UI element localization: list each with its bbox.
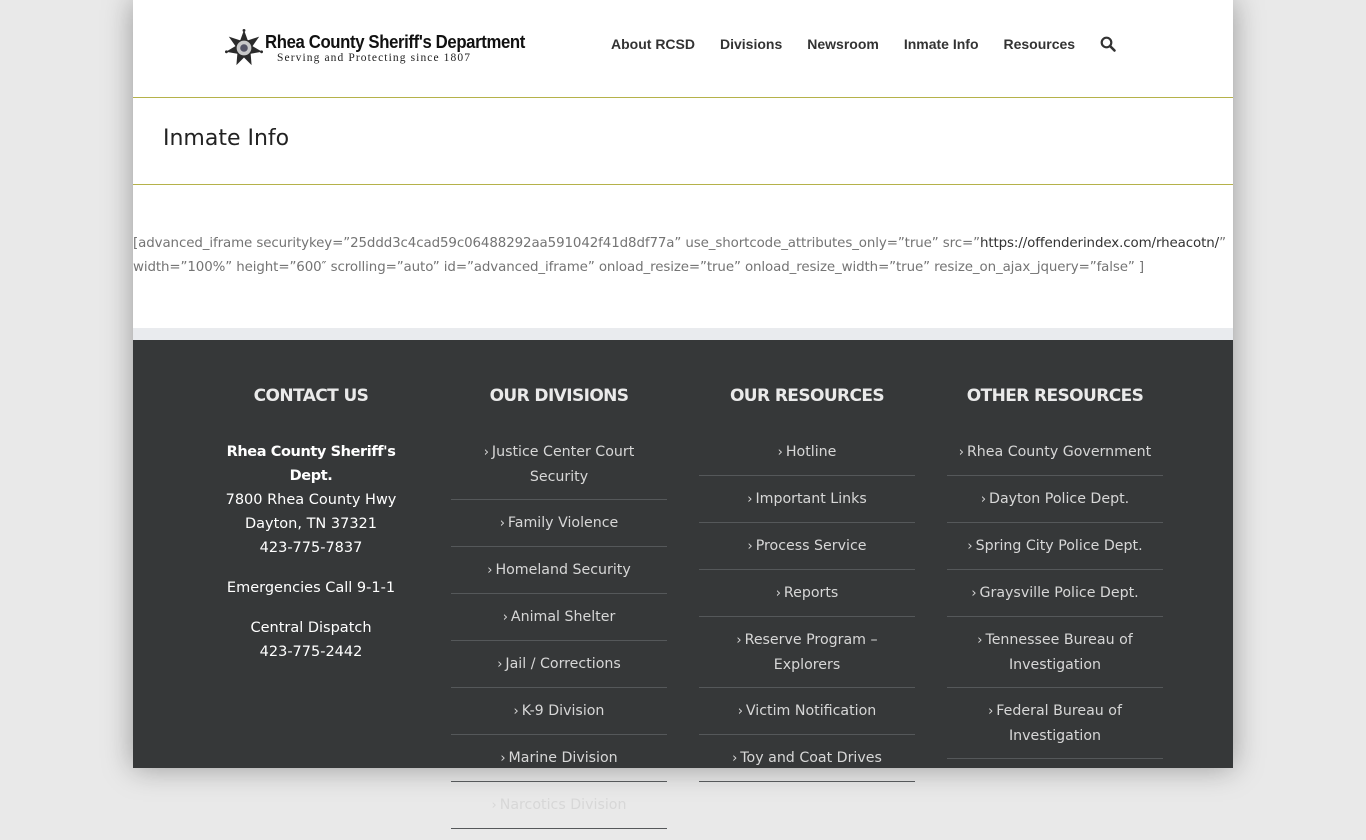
- chevron-right-icon: ›: [980, 492, 987, 507]
- footer-link-toy-and-coat-drives[interactable]: › Toy and Coat Drives: [699, 746, 915, 782]
- footer-link-justice-center-court-security[interactable]: › Justice Center Court Security: [451, 440, 667, 500]
- site-footer: [133, 340, 1233, 813]
- contact-address-line-2: Dayton, TN 37321: [244, 516, 378, 532]
- search-icon[interactable]: [1100, 36, 1116, 52]
- content-divider: [133, 328, 1233, 340]
- chevron-right-icon: ›: [497, 657, 503, 672]
- footer-link-dayton-police[interactable]: › Dayton Police Dept.: [947, 487, 1163, 523]
- chevron-right-icon: ›: [971, 586, 977, 601]
- contact-emergency: Emergencies Call 9-1-1: [226, 580, 396, 596]
- contact-dispatch-phone[interactable]: 423-775-2442: [259, 644, 363, 660]
- chevron-right-icon: ›: [977, 633, 983, 648]
- contact-dispatch-label: Central Dispatch: [250, 620, 372, 636]
- footer-link-process-service[interactable]: › Process Service: [699, 534, 915, 570]
- chevron-right-icon: ›: [491, 798, 497, 813]
- footer-link-important-links[interactable]: › Important Links: [699, 487, 915, 523]
- footer-link-animal-shelter[interactable]: › Animal Shelter: [451, 605, 667, 641]
- footer-link-homeland-security[interactable]: › Homeland Security: [451, 558, 667, 594]
- footer-divisions-heading: OUR DIVISIONS: [489, 386, 629, 406]
- nav-newsroom[interactable]: Newsroom: [807, 36, 879, 52]
- contact-phone[interactable]: 423-775-7837: [259, 540, 363, 556]
- footer-link-rhea-county-government[interactable]: › Rhea County Government: [947, 440, 1163, 476]
- footer-resources-heading: OUR RESOURCES: [729, 386, 885, 406]
- contact-name: Rhea County Sheriff's Dept.: [226, 444, 396, 484]
- footer-link-jail-corrections[interactable]: › Jail / Corrections: [451, 652, 667, 688]
- chevron-right-icon: ›: [499, 516, 505, 531]
- contact-info: [203, 440, 419, 680]
- footer-link-fbi[interactable]: › Federal Bureau of Investigation: [947, 699, 1163, 759]
- nav-resources[interactable]: Resources: [1003, 36, 1076, 52]
- chevron-right-icon: ›: [777, 445, 783, 460]
- chevron-right-icon: ›: [737, 704, 743, 719]
- chevron-right-icon: ›: [967, 539, 973, 554]
- chevron-right-icon: ›: [487, 563, 493, 578]
- offender-index-link[interactable]: https://offenderindex.com/rheacotn/: [979, 236, 1220, 251]
- chevron-right-icon: ›: [747, 539, 753, 554]
- resources-list: [699, 440, 915, 793]
- footer-link-family-violence[interactable]: › Family Violence: [451, 511, 667, 547]
- footer-link-tbi[interactable]: › Tennessee Bureau of Investigation: [947, 628, 1163, 688]
- chevron-right-icon: ›: [736, 633, 742, 648]
- chevron-right-icon: ›: [502, 610, 508, 625]
- footer-link-marine-division[interactable]: › Marine Division: [451, 746, 667, 782]
- chevron-right-icon: ›: [958, 445, 964, 460]
- nav-inmate-info[interactable]: Inmate Info: [903, 36, 979, 52]
- site-header: [133, 0, 1233, 98]
- footer-link-k9-division[interactable]: › K-9 Division: [451, 699, 667, 735]
- chevron-right-icon: ›: [732, 751, 738, 766]
- site-logo[interactable]: [225, 28, 525, 70]
- nav-divisions[interactable]: Divisions: [720, 36, 783, 52]
- sheriff-star-badge-icon: [225, 28, 263, 68]
- main-nav: [611, 36, 1116, 52]
- chevron-right-icon: ›: [513, 704, 519, 719]
- footer-link-victim-notification[interactable]: › Victim Notification: [699, 699, 915, 735]
- chevron-right-icon: ›: [775, 586, 781, 601]
- other-resources-list: [947, 440, 1163, 770]
- footer-link-reports[interactable]: › Reports: [699, 581, 915, 617]
- footer-link-spring-city-police[interactable]: › Spring City Police Dept.: [947, 534, 1163, 570]
- logo-tagline: Serving and Protecting since 1807: [277, 52, 472, 64]
- contact-address-line-1: 7800 Rhea County Hwy: [225, 492, 397, 508]
- page-content: [133, 232, 1233, 280]
- logo-title: Rhea County Sheriff's Department: [265, 32, 525, 52]
- footer-other-resources-heading: OTHER RESOURCES: [966, 386, 1144, 406]
- chevron-right-icon: ›: [988, 704, 994, 719]
- nav-about-rcsd[interactable]: About RCSD: [611, 36, 695, 52]
- footer-link-hotline[interactable]: › Hotline: [699, 440, 915, 476]
- chevron-right-icon: ›: [747, 492, 753, 507]
- footer-link-graysville-police[interactable]: › Graysville Police Dept.: [947, 581, 1163, 617]
- footer-link-narcotics-division[interactable]: › Narcotics Division: [451, 793, 667, 829]
- page-title: Inmate Info: [163, 126, 290, 151]
- chevron-right-icon: ›: [500, 751, 506, 766]
- footer-contact-heading: CONTACT US: [253, 386, 369, 406]
- chevron-right-icon: ›: [483, 445, 489, 460]
- divisions-list: [451, 440, 667, 840]
- shortcode-line-2: width=”100%” height=”600″ scrolling=”auto” id=”advanced_iframe” onload_resize=”true” onload_resize_width=”true” resize_on_ajax_jquery=”false” ]: [133, 260, 1145, 275]
- footer-link-reserve-program[interactable]: › Reserve Program – Explorers: [699, 628, 915, 688]
- shortcode-line-1: [advanced_iframe securitykey=”25ddd3c4cad59c06488292aa591042f41d8df77a” use_shortcode_attributes_only=”true” src=”https://offenderindex.com/rheacotn/”: [133, 236, 1226, 251]
- page-title-bar: [133, 99, 1233, 185]
- page-wrapper: [133, 0, 1233, 813]
